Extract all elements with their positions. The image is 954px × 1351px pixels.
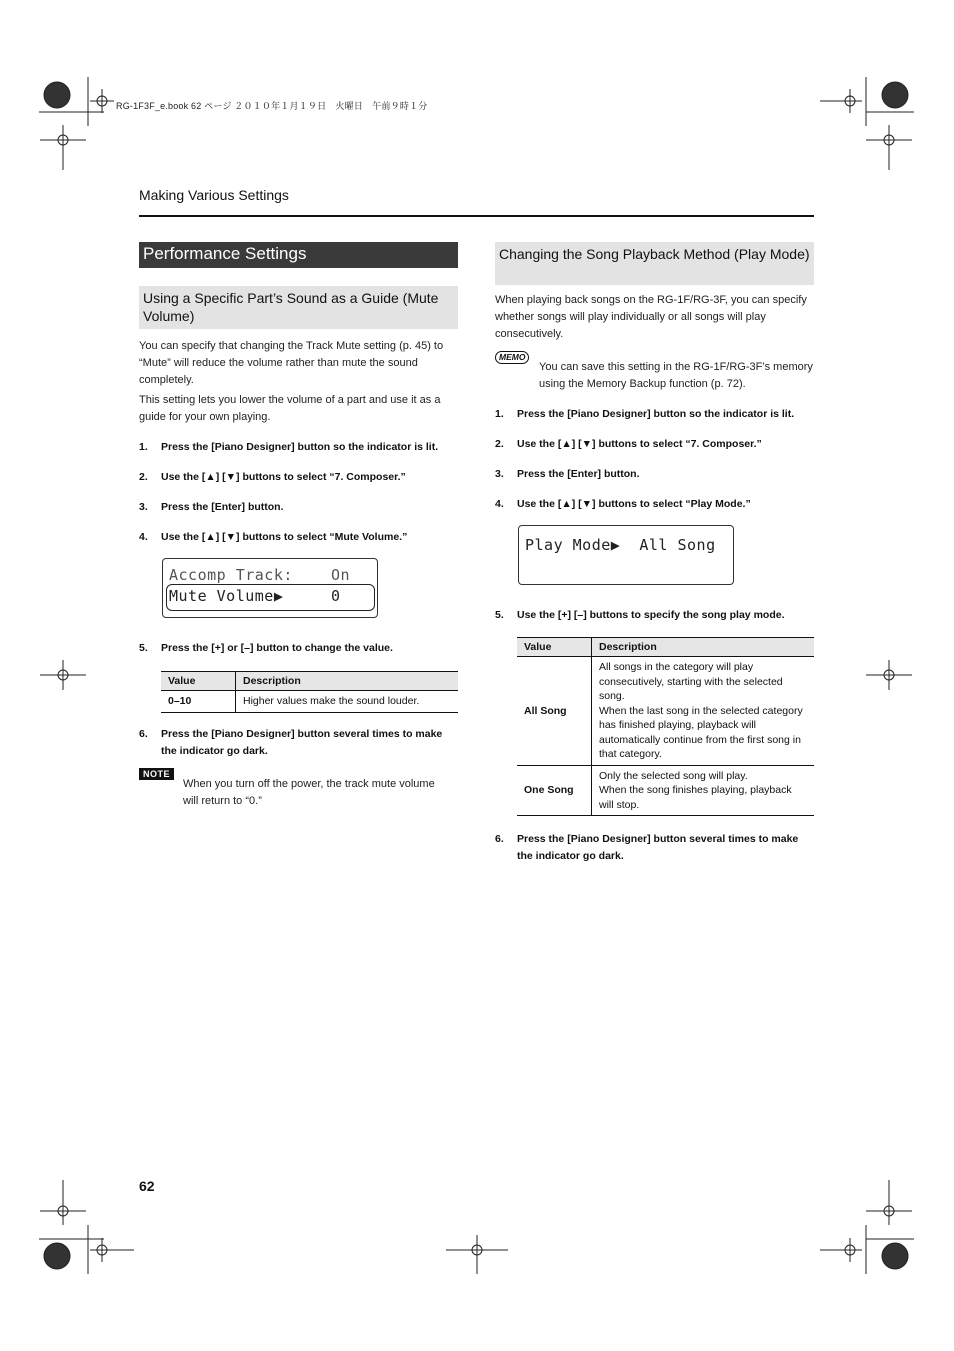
right-step-3 [495,466,815,483]
page-number: 62 [139,1178,155,1194]
performance-settings-heading: Performance Settings [139,242,458,268]
table-cell: Higher values make the sound louder. [236,691,459,713]
play-mode-intro: When playing back songs on the RG-1F/RG-3F, you can specify whether songs will play individually or all songs will play consecutively. [495,294,807,340]
play-mode-subheading: Changing the Song Playback Method (Play Mode) [495,242,814,285]
table-header: Value [517,638,592,657]
note-text: When you turn off the power, the track mute volume will return to “0.” [183,778,435,807]
step-number: 3. [495,468,504,480]
intro-paragraph: You can specify that changing the Track Mute setting (p. 45) to “Mute” will reduce the volume rather than mute the sound completely. [139,340,444,386]
memo-badge: MEMO [495,351,529,364]
table-cell: One Song [517,765,592,816]
step-text: Press the [Piano Designer] button so the indicator is lit. [517,408,795,420]
left-step-3 [139,499,459,516]
step-number: 1. [139,441,148,453]
step-text: Press the [Enter] button. [161,501,284,513]
table-row [161,691,458,713]
step-number: 2. [495,438,504,450]
step-text: Use the [▲] [▼] buttons to select “Play Mode.” [517,498,751,510]
right-step-6 [495,831,815,865]
right-step-2 [495,436,815,453]
step-number: 4. [139,531,148,543]
note-badge: NOTE [139,768,174,780]
left-step-6 [139,726,459,760]
table-header-row [161,672,458,691]
memo-text: You can save this setting in the RG-1F/RG-3F’s memory using the Memory Backup function (p. 72). [539,361,813,390]
table-header: Value [161,672,236,691]
step-text: Press the [Piano Designer] button so the indicator is lit. [161,441,439,453]
left-step-2 [139,469,459,486]
table-cell: 0–10 [161,691,236,713]
file-info: RG-1F3F_e.book 62 ページ ２０１０年１月１９日 火曜日 午前９時１分 [116,101,428,111]
step-text: Press the [Piano Designer] button several times to make the indicator go dark. [161,728,443,757]
play-mode-lcd [518,525,734,585]
step-number: 6. [495,833,504,845]
section-title: Making Various Settings [139,187,289,203]
lcd-line-1: Accomp Track: On [169,566,351,584]
step-text: Press the [Piano Designer] button several times to make the indicator go dark. [517,833,799,862]
table-cell: Only the selected song will play. When the song finishes playing, playback will stop. [592,765,815,816]
intro-paragraph: This setting lets you lower the volume of a part and use it as a guide for your own playing. [139,394,441,423]
mute-volume-lcd [162,558,378,618]
right-step-4 [495,496,815,513]
step-number: 2. [139,471,148,483]
table-row [517,765,814,816]
step-number: 1. [495,408,504,420]
step-text: Press the [+] or [–] button to change the value. [161,642,393,654]
table-cell: All songs in the category will play consecutively, starting with the selected song. When the last song in the selected category has finished playing, playback will automatically continue from the first song in that category. [592,657,815,766]
table-cell: All Song [517,657,592,766]
table-header-row [517,638,814,657]
left-step-4 [139,529,459,546]
mute-volume-subheading: Using a Specific Part’s Sound as a Guide (Mute Volume) [139,286,458,329]
table-row [517,657,814,766]
step-text: Press the [Enter] button. [517,468,640,480]
step-text: Use the [+] [–] buttons to specify the song play mode. [517,609,785,621]
lcd-line-2: Mute Volume▶ 0 [169,587,341,605]
step-number: 5. [495,609,504,621]
step-text: Use the [▲] [▼] buttons to select “7. Composer.” [161,471,406,483]
mute-volume-intro [139,338,458,426]
step-number: 5. [139,642,148,654]
step-number: 3. [139,501,148,513]
lcd-line-1: Play Mode▶ All Song [525,536,716,554]
table-header: Description [236,672,459,691]
step-number: 4. [495,498,504,510]
header-divider [139,215,814,217]
step-text: Use the [▲] [▼] buttons to select “Mute Volume.” [161,531,408,543]
left-step-5 [139,640,459,657]
left-step-1 [139,439,459,456]
table-header: Description [592,638,815,657]
step-text: Use the [▲] [▼] buttons to select “7. Composer.” [517,438,762,450]
play-mode-table [517,637,814,816]
right-step-5 [495,607,815,624]
step-number: 6. [139,728,148,740]
mute-volume-table [161,671,458,713]
right-step-1 [495,406,815,423]
